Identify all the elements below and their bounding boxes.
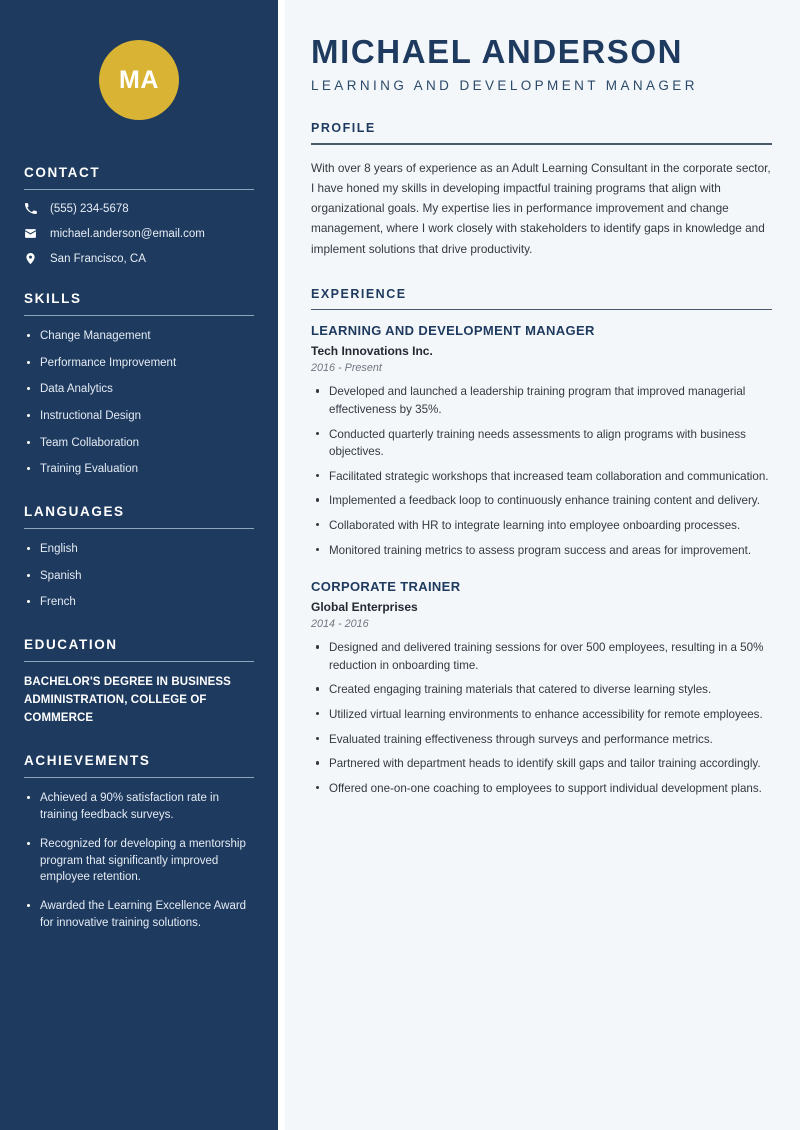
- column-gutter: [278, 0, 285, 1130]
- list-item: Performance Improvement: [24, 355, 254, 372]
- achievements-list: [24, 790, 254, 931]
- contact-row-email[interactable]: [24, 227, 254, 240]
- list-item: Partnered with department heads to identify skill gaps and tailor training accordingly.: [311, 755, 772, 773]
- sidebar-section-languages: [24, 504, 254, 611]
- header-job-title: LEARNING AND DEVELOPMENT MANAGER: [311, 78, 698, 94]
- resume-header: [311, 34, 772, 93]
- education-divider: [24, 661, 254, 662]
- list-item: Instructional Design: [24, 408, 254, 425]
- list-item: Training Evaluation: [24, 461, 254, 478]
- experience-bullet-list: [311, 383, 772, 559]
- experience-heading: EXPERIENCE: [311, 287, 407, 301]
- contact-value-phone: (555) 234-5678: [50, 202, 129, 215]
- skills-list: [24, 328, 254, 478]
- list-item: Implemented a feedback loop to continuously enhance training content and delivery.: [311, 492, 772, 510]
- avatar: MA: [99, 40, 179, 120]
- experience-dates: 2016 - Present: [311, 362, 382, 375]
- experience-bullet-list: [311, 639, 772, 797]
- languages-heading: LANGUAGES: [24, 504, 125, 520]
- experience-dates: 2014 - 2016: [311, 618, 369, 631]
- list-item: Created engaging training materials that catered to diverse learning styles.: [311, 681, 772, 699]
- skills-divider: [24, 315, 254, 316]
- profile-heading: PROFILE: [311, 121, 376, 136]
- contact-heading: CONTACT: [24, 165, 101, 180]
- location-pin-icon: [24, 252, 42, 265]
- sidebar-section-education: [24, 637, 254, 727]
- sidebar-section-skills: [24, 291, 254, 478]
- list-item: Recognized for developing a mentorship program that significantly improved employee retention.: [24, 836, 254, 886]
- experience-company: Global Enterprises: [311, 600, 418, 615]
- page-title: MICHAEL ANDERSON: [311, 33, 684, 70]
- list-item: English: [24, 541, 254, 558]
- section-experience: [311, 287, 772, 797]
- contact-row-location[interactable]: [24, 252, 254, 265]
- sidebar-section-achievements: [24, 753, 254, 931]
- experience-entry: [311, 323, 772, 559]
- main-content: [285, 0, 800, 1130]
- list-item: Data Analytics: [24, 381, 254, 398]
- section-profile: [311, 121, 772, 259]
- list-item: Collaborated with HR to integrate learning into employee onboarding processes.: [311, 517, 772, 535]
- list-item: Developed and launched a leadership training program that improved managerial effectiveness by 35%.: [311, 383, 772, 418]
- list-item: Designed and delivered training sessions for over 500 employees, resulting in a 50% reduction in onboarding time.: [311, 639, 772, 674]
- list-item: French: [24, 594, 254, 611]
- list-item: Spanish: [24, 568, 254, 585]
- education-entry: BACHELOR'S DEGREE IN BUSINESS ADMINISTRATION, COLLEGE OF COMMERCE: [24, 676, 231, 724]
- experience-company: Tech Innovations Inc.: [311, 344, 433, 359]
- experience-role: CORPORATE TRAINER: [311, 579, 461, 595]
- envelope-icon: [24, 227, 42, 240]
- experience-entry: [311, 579, 772, 797]
- achievements-heading: ACHIEVEMENTS: [24, 753, 151, 769]
- list-item: Achieved a 90% satisfaction rate in training feedback surveys.: [24, 790, 254, 823]
- list-item: Conducted quarterly training needs assessments to align programs with business objectives.: [311, 426, 772, 461]
- sidebar: [0, 0, 278, 1130]
- languages-divider: [24, 528, 254, 529]
- skills-heading: SKILLS: [24, 291, 82, 306]
- contact-row-phone[interactable]: [24, 202, 254, 215]
- phone-icon: [24, 202, 42, 215]
- profile-text: With over 8 years of experience as an Adult Learning Consultant in the corporate sector, I have honed my skills in developing impactful training programs that align with organizational goals. My expertise lies in performance improvement and change management, where I work closely with stakeholders to identify gaps in knowledge and implement solutions that drive productivity.: [311, 160, 771, 256]
- list-item: Facilitated strategic workshops that increased team collaboration and communication.: [311, 468, 772, 486]
- languages-list: [24, 541, 254, 611]
- experience-role: LEARNING AND DEVELOPMENT MANAGER: [311, 323, 595, 339]
- list-item: Offered one-on-one coaching to employees to support individual development plans.: [311, 780, 772, 798]
- profile-divider: [311, 143, 772, 144]
- list-item: Evaluated training effectiveness through surveys and performance metrics.: [311, 731, 772, 749]
- education-heading: EDUCATION: [24, 637, 118, 653]
- contact-divider: [24, 189, 254, 190]
- experience-divider: [311, 309, 772, 310]
- list-item: Awarded the Learning Excellence Award for innovative training solutions.: [24, 898, 254, 931]
- sidebar-section-contact: [24, 165, 254, 265]
- list-item: Utilized virtual learning environments to enhance accessibility for remote employees.: [311, 706, 772, 724]
- contact-value-location: San Francisco, CA: [50, 252, 146, 265]
- list-item: Team Collaboration: [24, 435, 254, 452]
- contact-value-email: michael.anderson@email.com: [50, 227, 205, 240]
- list-item: Change Management: [24, 328, 254, 345]
- avatar-container: [24, 0, 254, 120]
- achievements-divider: [24, 777, 254, 778]
- list-item: Monitored training metrics to assess program success and areas for improvement.: [311, 542, 772, 560]
